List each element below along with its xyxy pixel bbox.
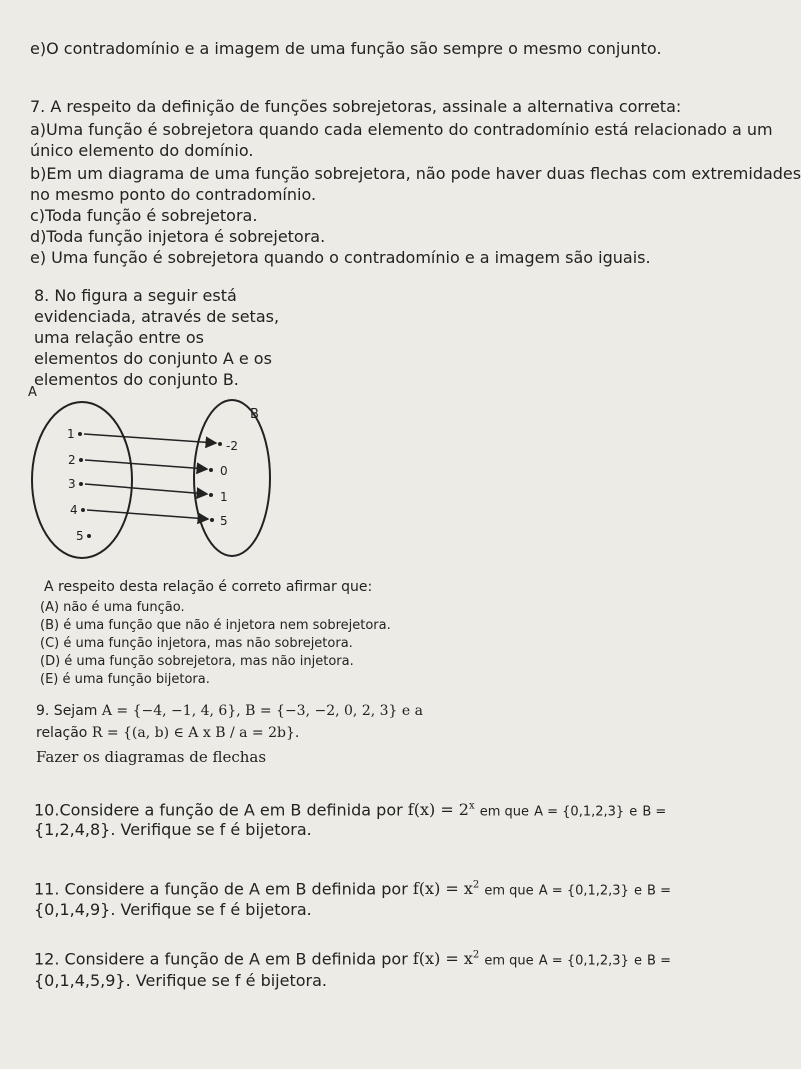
question-7-option-a-line2: único elemento do domínio. — [30, 141, 254, 160]
set-a-point — [78, 432, 82, 436]
set-b-definition: B = {−3, −2, 0, 2, 3} — [245, 703, 398, 719]
question-12-line2: {0,1,4,5,9}. Verifique se f é bijetora. — [34, 971, 327, 990]
question-8-option-e: (E) é uma função bijetora. — [40, 672, 210, 687]
question-11-line1 — [34, 877, 671, 900]
set-a-element: 5 — [76, 529, 84, 543]
question-9-suffix: e a — [401, 703, 424, 719]
question-11-prefix: 11. Considere a função de A em B definida por — [34, 879, 408, 899]
conjunction: e — [633, 883, 642, 899]
question-7-option-c: c)Toda função é sobrejetora. — [30, 206, 258, 225]
function-expression: f(x) = x — [412, 879, 473, 899]
function-exponent: 2 — [472, 950, 480, 961]
set-b-element: 0 — [220, 464, 228, 478]
codomain-label: B = — [642, 804, 667, 820]
set-b-element: -2 — [226, 439, 238, 453]
arrow-diagram — [22, 380, 272, 560]
question-8-stem-line: evidenciada, através de setas, — [34, 307, 280, 326]
question-12-mid: em que — [484, 953, 534, 969]
domain-set: A = {0,1,2,3} — [534, 804, 625, 820]
function-exponent: 2 — [472, 880, 480, 891]
question-11-mid: em que — [484, 883, 534, 899]
question-8-stem-line: uma relação entre os — [34, 328, 204, 347]
question-7-option-d: d)Toda função injetora é sobrejetora. — [30, 227, 326, 246]
set-b-label: B — [250, 407, 259, 422]
function-exponent: x — [468, 801, 475, 812]
question-7-stem: 7. A respeito da definição de funções sobrejetoras, assinale a alternativa correta: — [30, 97, 682, 116]
domain-set: A = {0,1,2,3} — [538, 953, 629, 969]
set-a-element: 2 — [68, 453, 76, 467]
relation-arrow — [85, 460, 207, 469]
question-7-option-a-line1: a)Uma função é sobrejetora quando cada elemento do contradomínio está relacionado a um — [30, 120, 773, 139]
set-b-point — [209, 468, 213, 472]
set-a-point — [87, 534, 91, 538]
question-8-stem-line: 8. No figura a seguir está — [34, 286, 237, 305]
question-12-prefix: 12. Considere a função de A em B definida por — [34, 949, 408, 969]
domain-set: A = {0,1,2,3} — [538, 883, 629, 899]
question-8-stem-line: elementos do conjunto B. — [34, 370, 239, 389]
relation-arrow — [84, 434, 216, 443]
question-8-option-b: (B) é uma função que não é injetora nem sobrejetora. — [40, 618, 391, 633]
relation-definition: R = {(a, b) ∈ A x B / a = 2b}. — [91, 725, 300, 741]
function-expression: f(x) = x — [412, 949, 473, 969]
question-8-option-d: (D) é uma função sobrejetora, mas não injetora. — [40, 654, 354, 669]
set-a-point — [79, 482, 83, 486]
function-definition — [408, 800, 475, 819]
question-9-prefix: 9. Sejam — [36, 703, 98, 719]
relation-arrow — [87, 510, 208, 519]
question-8-option-a: (A) não é uma função. — [40, 600, 185, 615]
question-7-option-b-line2: no mesmo ponto do contradomínio. — [30, 185, 317, 204]
set-b-ellipse — [194, 400, 270, 556]
codomain-label: B = — [647, 883, 671, 899]
set-b-point — [210, 518, 214, 522]
question-9-instruction: Fazer os diagramas de flechas — [36, 748, 267, 766]
question-9-line2 — [36, 724, 299, 742]
function-expression: f(x) = 2 — [407, 800, 469, 820]
question-10-prefix: 10.Considere a função de A em B definida por — [34, 800, 403, 820]
set-b-point — [218, 442, 222, 446]
set-a-element: 3 — [68, 477, 76, 491]
set-a-element: 1 — [67, 427, 75, 441]
function-definition — [413, 879, 479, 898]
question-11-line2: {0,1,4,9}. Verifique se f é bijetora. — [34, 900, 312, 919]
question-7-option-e: e) Uma função é sobrejetora quando o contradomínio e a imagem são iguais. — [30, 248, 651, 267]
function-definition — [413, 949, 479, 968]
question-6-option-e: e)O contradomínio e a imagem de uma função são sempre o mesmo conjunto. — [30, 39, 662, 58]
set-a-point — [79, 458, 83, 462]
question-8-prompt: A respeito desta relação é correto afirmar que: — [44, 579, 373, 595]
conjunction: e — [633, 953, 642, 969]
set-b-point — [209, 493, 213, 497]
set-a-element: 4 — [70, 503, 78, 517]
codomain-label: B = — [647, 953, 671, 969]
question-10-line2: {1,2,4,8}. Verifique se f é bijetora. — [34, 820, 312, 839]
question-10-line1 — [34, 798, 666, 821]
question-8-stem-line: elementos do conjunto A e os — [34, 349, 272, 368]
question-7-option-b-line1: b)Em um diagrama de uma função sobrejetora, não pode haver duas flechas com extremidades — [30, 164, 801, 183]
set-b-element: 1 — [220, 490, 228, 504]
question-10-mid: em que — [479, 804, 530, 820]
set-a-point — [81, 508, 85, 512]
question-12-line1 — [34, 947, 671, 970]
set-a-label: A — [28, 385, 37, 400]
set-a-definition: A = {−4, −1, 4, 6}, — [101, 703, 241, 719]
relation-arrow — [85, 484, 207, 494]
question-9-relation-label: relação — [36, 725, 88, 741]
question-8-option-c: (C) é uma função injetora, mas não sobrejetora. — [40, 636, 353, 651]
conjunction: e — [629, 804, 638, 820]
question-9-line1 — [36, 702, 423, 720]
set-b-element: 5 — [220, 514, 228, 528]
